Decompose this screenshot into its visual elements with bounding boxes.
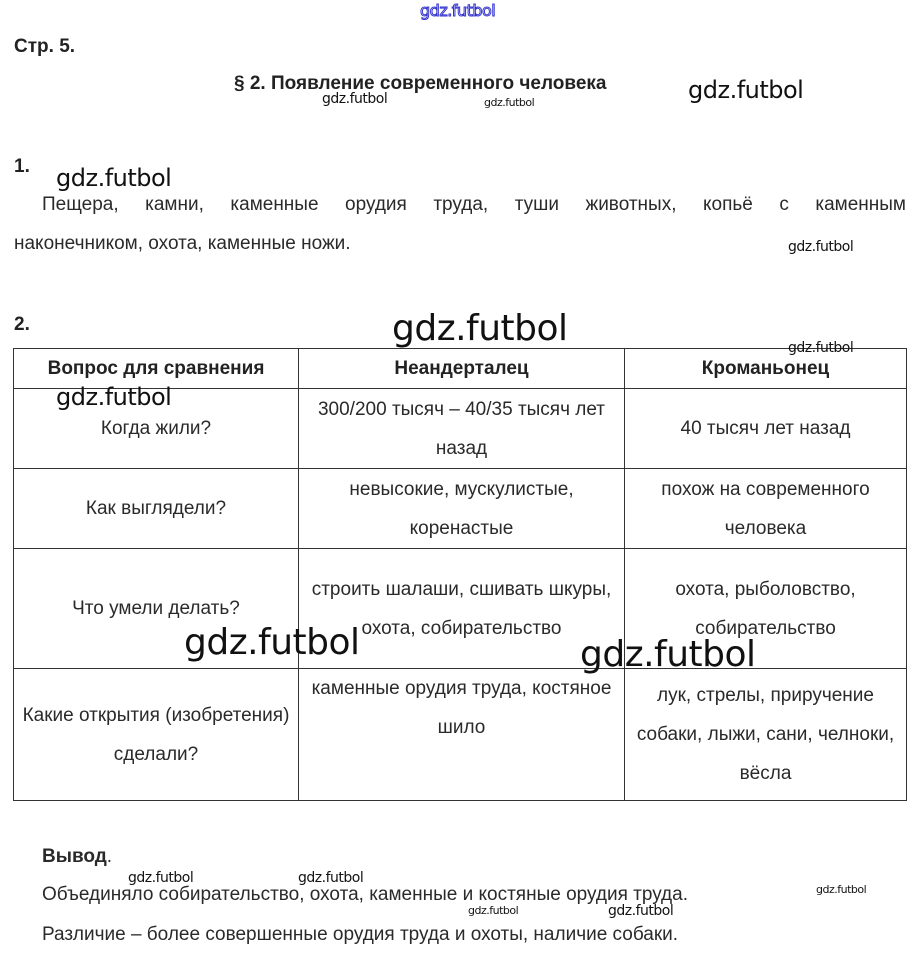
watermark: gdz.futbol: [392, 308, 568, 349]
task-1-text-line2: наконечником, охота, каменные ножи.: [14, 233, 351, 254]
cell-cromagnon: охота, рыболовство, собирательство: [625, 549, 907, 669]
task-1-text-line1: Пещера, камни, каменные орудия труда, туши животных, копьё с каменным: [42, 194, 906, 215]
cell-question: Как выглядели?: [14, 469, 299, 549]
cell-neanderthal: строить шалаши, сшивать шкуры, охота, собирательство: [299, 549, 625, 669]
watermark: gdz.futbol: [788, 340, 854, 356]
watermark-top: gdz.futbol: [420, 1, 496, 20]
watermark: gdz.futbol: [816, 883, 867, 896]
watermark: gdz.futbol: [580, 634, 756, 675]
watermark: gdz.futbol: [788, 239, 854, 255]
conclusion-difference: Различие – более совершенные орудия труда и охоты, наличие собаки.: [42, 924, 679, 945]
header-question: Вопрос для сравнения: [14, 349, 299, 389]
cell-neanderthal: невысокие, мускулистые, коренастые: [299, 469, 625, 549]
watermark: gdz.futbol: [56, 164, 172, 192]
cell-cromagnon: похож на современного человека: [625, 469, 907, 549]
header-cromagnon: Кроманьонец: [625, 349, 907, 389]
table-row: [14, 549, 907, 669]
table-row: [14, 669, 907, 801]
task-1-number: 1.: [14, 156, 30, 177]
page-label: Стр. 5.: [14, 36, 76, 57]
watermark: gdz.futbol: [56, 383, 172, 411]
cell-question: Что умели делать?: [14, 549, 299, 669]
watermark: gdz.futbol: [322, 91, 388, 107]
cell-question: Когда жили?: [14, 389, 299, 469]
watermark: gdz.futbol: [484, 96, 535, 109]
cell-neanderthal: каменные орудия труда, костяное шило: [299, 669, 625, 801]
conclusion-title-label: Вывод: [42, 846, 107, 867]
cell-neanderthal: 300/200 тысяч – 40/35 тысяч лет назад: [299, 389, 625, 469]
watermark: gdz.futbol: [468, 904, 519, 917]
cell-question: Какие открытия (изобретения) сделали?: [14, 669, 299, 801]
watermark: gdz.futbol: [298, 870, 364, 886]
comparison-table: [13, 348, 907, 801]
watermark: gdz.futbol: [128, 870, 194, 886]
section-title: § 2. Появление современного человека: [234, 73, 607, 94]
conclusion-similarity: Объединяло собирательство, охота, каменные и костяные орудия труда.: [42, 884, 688, 905]
task-2-number: 2.: [14, 314, 30, 335]
conclusion-title-suffix: .: [106, 846, 113, 867]
watermark: gdz.futbol: [184, 622, 360, 663]
table-row: [14, 469, 907, 549]
conclusion-title: [42, 846, 112, 868]
watermark: gdz.futbol: [608, 903, 674, 919]
watermark: gdz.futbol: [688, 76, 804, 104]
cell-cromagnon: 40 тысяч лет назад: [625, 389, 907, 469]
header-neanderthal: Неандерталец: [299, 349, 625, 389]
cell-cromagnon: лук, стрелы, приручение собаки, лыжи, сани, челноки, вёсла: [625, 669, 907, 801]
